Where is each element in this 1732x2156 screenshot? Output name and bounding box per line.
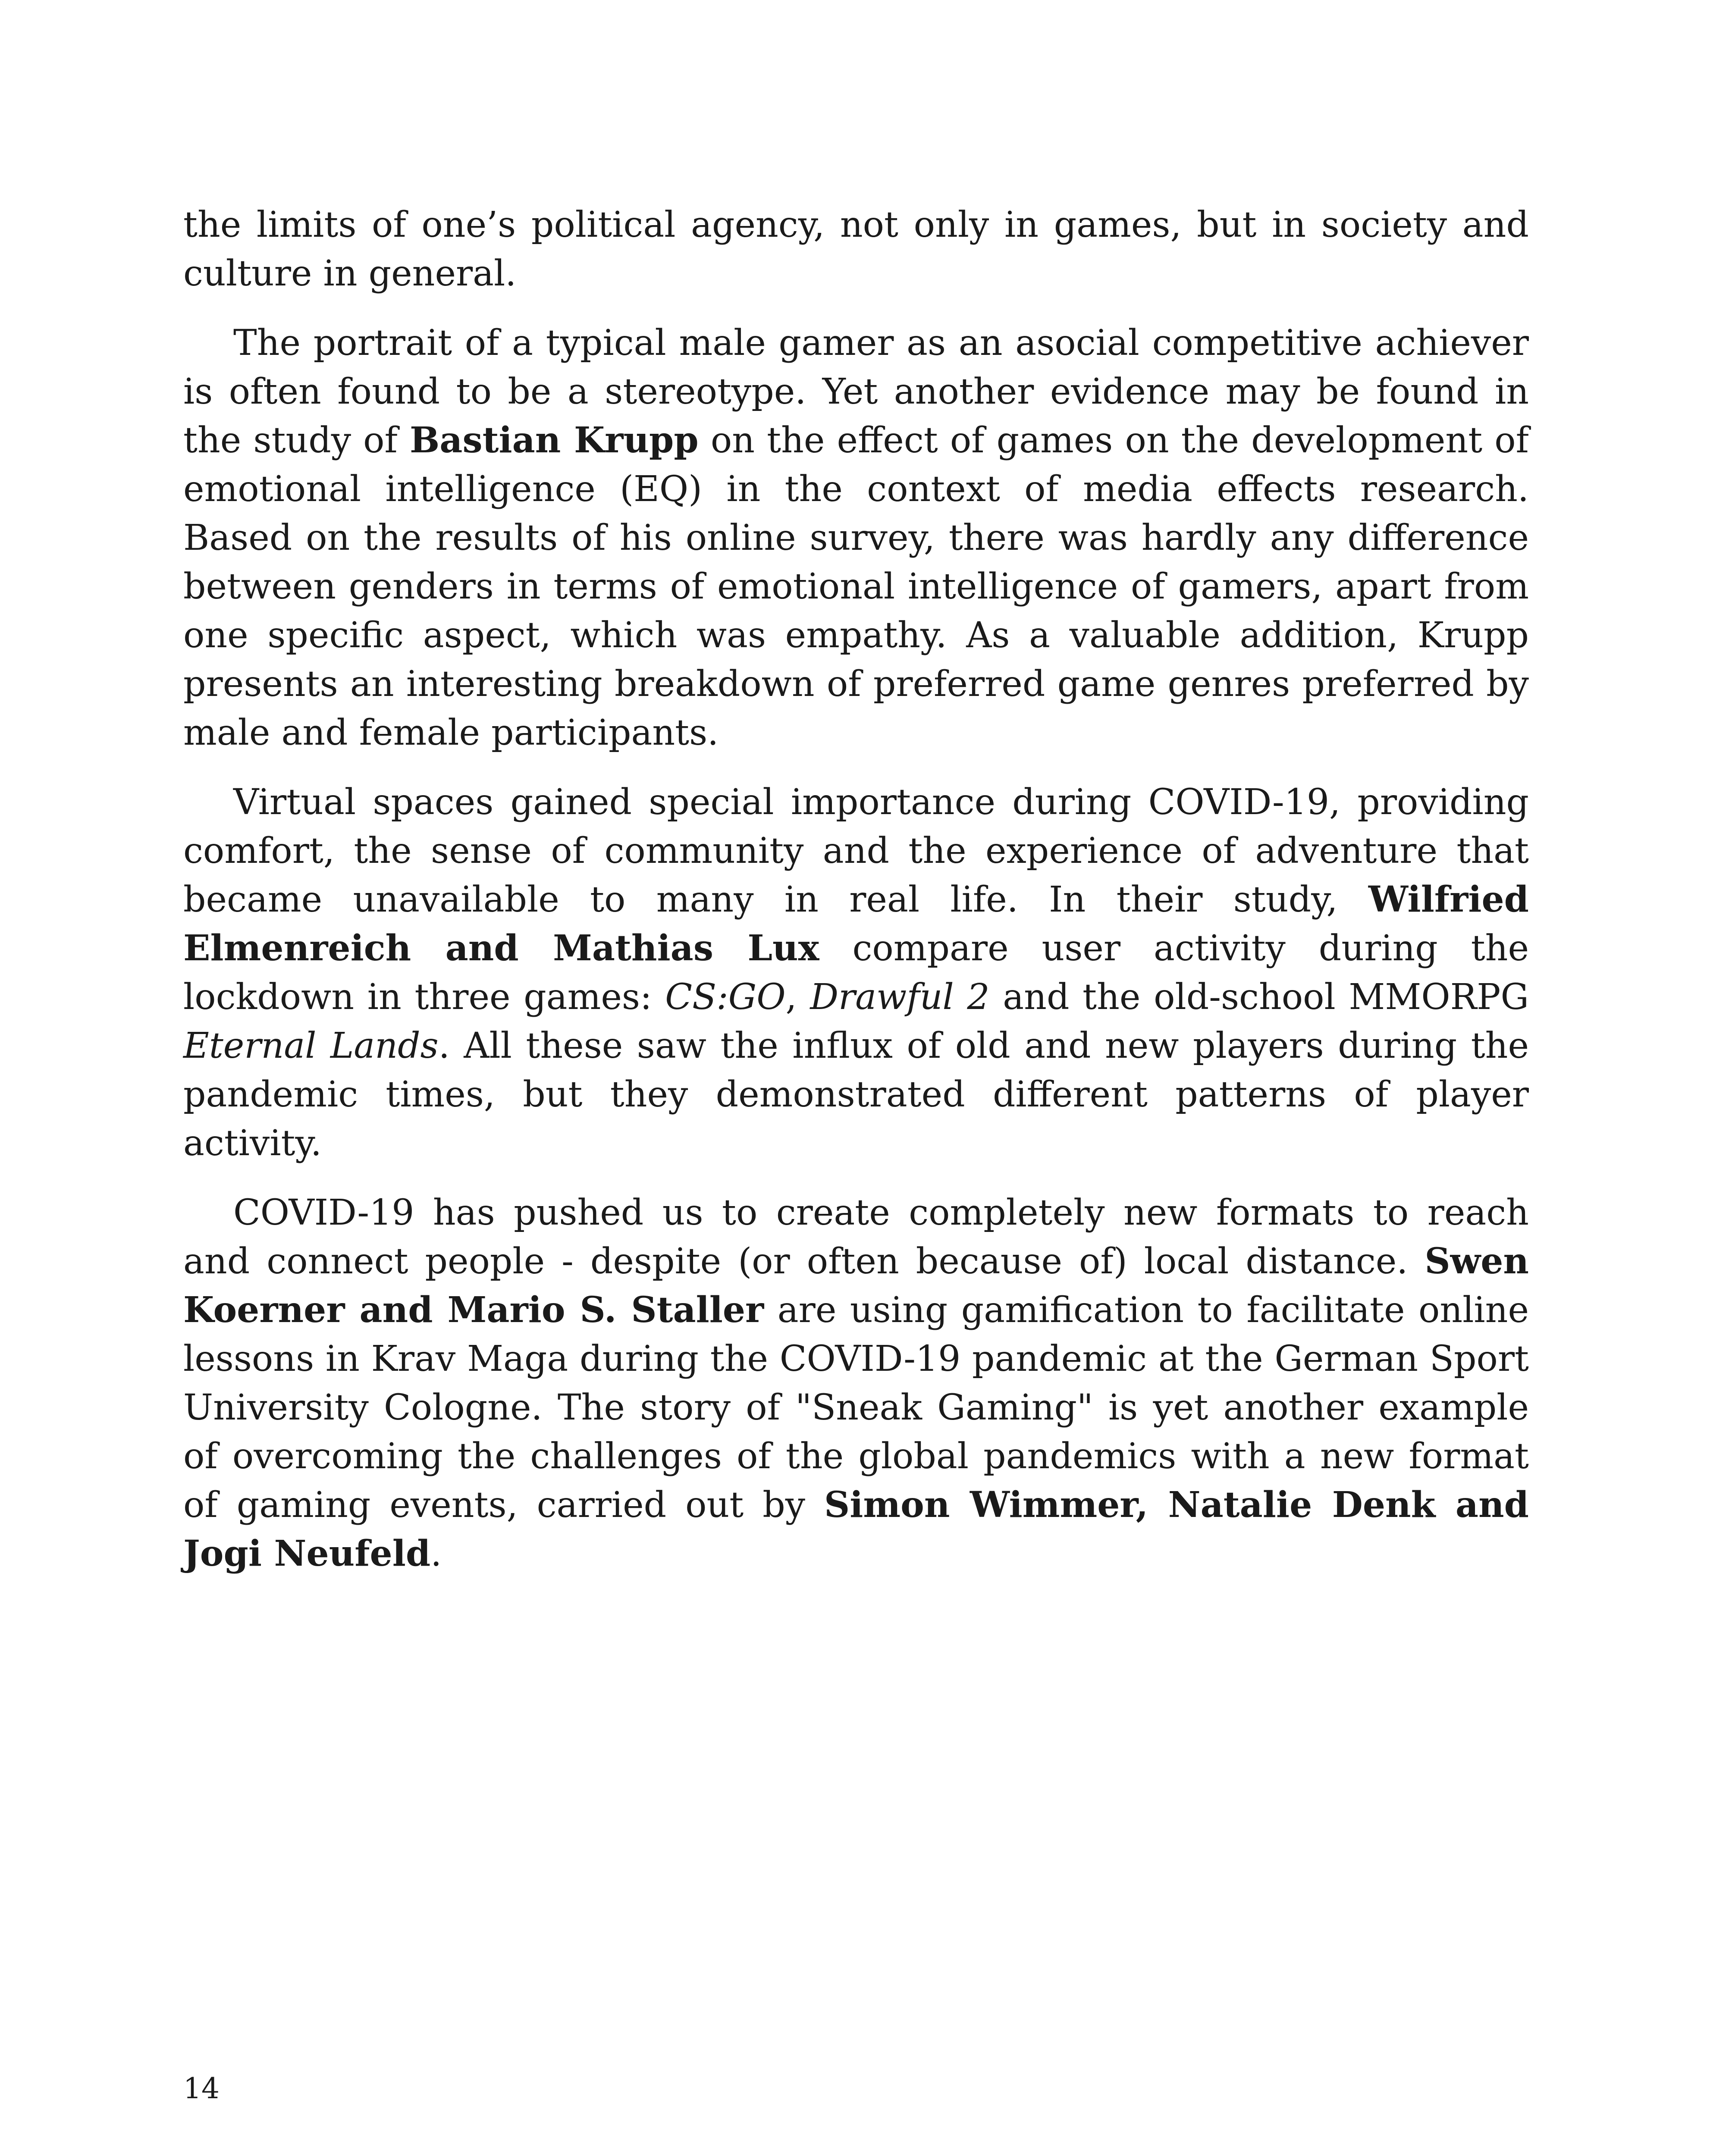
author-name: Wilfried Elmenreich and Mathias Lux	[183, 879, 1529, 969]
game-title: CS:GO	[665, 977, 786, 1018]
text-run: the limits of one’s political agency, not only in games, but in society and culture in general.	[183, 204, 1529, 294]
game-title: Eternal Lands	[183, 1025, 439, 1066]
text-run: compare user activity during the lockdown in three games:	[183, 928, 1529, 1018]
page-number: 14	[183, 2072, 220, 2105]
paragraph	[183, 778, 1529, 1168]
paragraph	[183, 1188, 1529, 1578]
text-run: The portrait of a typical male gamer as an asocial competitive achiever is often found to be a stereotype. Yet another evidence may be found in the study of	[183, 323, 1529, 461]
text-run: Virtual spaces gained special importance during COVID-19, providing comfort, the sense of community and the experience of adventure that became unavailable to many in real life. In their study,	[183, 782, 1529, 920]
body-text	[183, 201, 1529, 1599]
text-run: ,	[785, 977, 810, 1018]
text-run: and the old-school MMORPG	[989, 977, 1529, 1018]
game-title: Drawful 2	[810, 977, 990, 1018]
text-run: .	[430, 1533, 442, 1574]
text-run: . All these saw the influx of old and new players during the pandemic times, but they demonstrated different patterns of player activity.	[183, 1025, 1529, 1164]
author-name: Swen Koerner and Mario S. Staller	[183, 1241, 1529, 1331]
author-name: Bastian Krupp	[410, 420, 699, 461]
text-run: on the effect of games on the development of emotional intelligence (EQ) in the context of media effects research. Based on the results of his online survey, there was hardly any difference between genders in terms of emotional intelligence of gamers, apart from one specific aspect, which was empathy. As a valuable addition, Krupp presents an interesting breakdown of preferred game genres preferred by male and female participants.	[183, 420, 1529, 753]
author-name: Simon Wimmer, Natalie Denk and Jogi Neufeld	[183, 1484, 1529, 1574]
text-run: COVID-19 has pushed us to create completely new formats to reach and connect people - despite (or often because of) local distance.	[183, 1192, 1529, 1282]
paragraph	[183, 201, 1529, 298]
paragraph	[183, 319, 1529, 757]
text-run: are using gamification to facilitate online lessons in Krav Maga during the COVID-19 pandemic at the German Sport University Cologne. The story of "Sneak Gaming" is yet another example of overcoming the challenges of the global pandemics with a new format of gaming events, carried out by	[183, 1290, 1529, 1526]
